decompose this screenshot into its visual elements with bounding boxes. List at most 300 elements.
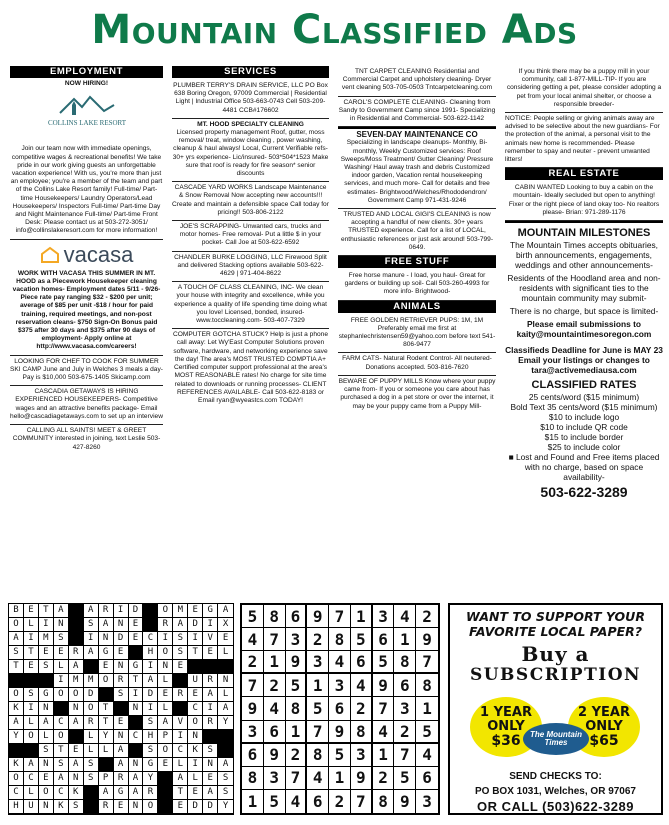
sudoku-cell: 1 xyxy=(307,674,329,697)
crossword-cell: S xyxy=(39,744,54,758)
crossword-cell: O xyxy=(84,702,99,716)
carpet-ad xyxy=(338,66,496,97)
now-hiring: NOW HIRING! xyxy=(64,80,109,87)
mthood-ad-text: Licensed property management Roof, gutter, moss removal/ treat, window cleaning , power washing, cleanup & haul always! Local, Current Verifiable refs- 30+ yrs experience- Lic/insured- 503*504*1523 Make sure that roof is ready for fire season* senior discounts xyxy=(172,129,329,178)
crossword-cell: A xyxy=(218,702,233,716)
crossword-cell: O xyxy=(9,688,24,702)
crossword-cell: R xyxy=(99,604,114,618)
crossword-black-cell xyxy=(218,730,233,744)
crossword-cell: Y xyxy=(99,730,114,744)
crossword-cell: R xyxy=(158,618,173,632)
crossword-cell: S xyxy=(218,786,233,800)
sudoku-cell: 4 xyxy=(416,744,438,767)
crossword-cell: P xyxy=(158,730,173,744)
crossword-cell: I xyxy=(24,702,39,716)
crossword-cell: D xyxy=(143,688,158,702)
subscription-phone: OR CALL (503)622-3289 xyxy=(477,799,634,814)
crossword-cell: E xyxy=(173,660,188,674)
crossword-cell: E xyxy=(69,744,84,758)
crossword-black-cell xyxy=(69,632,84,646)
crossword-cell: A xyxy=(69,758,84,772)
crossword-cell: Y xyxy=(218,800,233,814)
puppy-ad-text: BEWARE OF PUPPY MILLS Know where your puppy came from- If you or someone you care about has purchased a dog in a pet store or over the internet, it may be your puppy came from a Puppy Mill- xyxy=(338,377,496,410)
sudoku-cell: 9 xyxy=(329,721,351,744)
crossword-cell: A xyxy=(54,604,69,618)
sudoku-cell: 4 xyxy=(264,697,286,720)
sudoku-cell: 6 xyxy=(242,744,264,767)
crossword-row xyxy=(9,674,233,688)
crossword-black-cell xyxy=(9,674,24,688)
sudoku-cell: 7 xyxy=(307,721,329,744)
crossword-cell: O xyxy=(158,646,173,660)
crossword-cell: N xyxy=(39,758,54,772)
vacasa-house-icon xyxy=(40,246,60,264)
sudoku-cell: 3 xyxy=(264,767,286,790)
crossword-cell: A xyxy=(24,758,39,772)
crossword-cell: E xyxy=(114,646,129,660)
crossword-cell: S xyxy=(84,758,99,772)
crossword-cell: G xyxy=(39,688,54,702)
crossword-cell: R xyxy=(143,786,158,800)
crossword-black-cell xyxy=(188,660,203,674)
crossword-row xyxy=(9,716,233,730)
crossword-black-cell xyxy=(69,604,84,618)
computer-ad-text: COMPUTER GOTCHA STUCK? Help is just a phone call away: Let Wy'East Computer Solutions proven software, hardware, and networking experience save the day! The area's MOST TRUSTED COMPTIA A+ Certified computer support professional at the area's MOST REASONABLE rates! No charge for site time related to downloads or running processes- CLIENT REFERENCES AVAILABLE- Call 503-622-8183 or Email ryan@wyeastcs.com TODAY! xyxy=(173,331,328,404)
retriever-ad-text: FREE GOLDEN RETRIEVER PUPS: 1M, 1M Preferably email me first at stephanlechristensen59@yahoo.com before text 541-806-9477 xyxy=(338,316,496,349)
crossword-cell: A xyxy=(54,772,69,786)
sudoku-cell: 8 xyxy=(307,744,329,767)
crossword-cell: E xyxy=(188,604,203,618)
rate-5: $15 to include border xyxy=(544,432,624,443)
sudoku-cell: 4 xyxy=(351,674,373,697)
crossword-cell: E xyxy=(129,632,144,646)
crossword-cell: R xyxy=(69,646,84,660)
sudoku-cell: 1 xyxy=(264,651,286,674)
sudoku-cell: 7 xyxy=(394,744,416,767)
crossword-cell: T xyxy=(99,716,114,730)
crossword-cell: M xyxy=(39,632,54,646)
crossword-cell: P xyxy=(99,772,114,786)
crossword-black-cell xyxy=(203,660,218,674)
crossword-cell: E xyxy=(54,646,69,660)
sudoku-cell: 3 xyxy=(286,628,308,651)
cats-ad-text: FARM CATS- Natural Rodent Control- All neutered- Donations accepted. 503-816-7620 xyxy=(342,355,492,371)
crossword-cell: A xyxy=(114,744,129,758)
crossword-cell: T xyxy=(39,604,54,618)
crossword-cell: R xyxy=(203,716,218,730)
joe-ad xyxy=(172,221,329,252)
crossword-black-cell xyxy=(203,730,218,744)
sudoku-cell: 1 xyxy=(286,721,308,744)
crossword-cell: O xyxy=(158,604,173,618)
vacasa-logo xyxy=(10,241,163,267)
crossword-black-cell xyxy=(158,786,173,800)
crossword-black-cell xyxy=(99,688,114,702)
crossword-black-cell xyxy=(158,800,173,814)
seven-day-title: SEVEN-DAY MAINTENANCE CO xyxy=(356,130,478,140)
crossword-cell: A xyxy=(203,688,218,702)
seven-day-text: Specializing in landscape cleanups- Monthly, Bi-monthly, Weekly Customized services: Roof Sweeps/Moss Treatment/ Gutter Cleaning/ Pressure Washing/ Haul away trash and debris Customized indoor garden, Vacation rental housekeeping services, and much more- Call for details and free estimates- Brightwood/Welches/Rhododendron/ Government Camp 971-431-9246 xyxy=(340,139,494,204)
rate-3: $10 to include logo xyxy=(548,412,620,423)
sudoku-cell: 9 xyxy=(373,674,395,697)
crossword-cell: T xyxy=(24,646,39,660)
crossword-cell: B xyxy=(9,604,24,618)
crossword-cell: N xyxy=(114,618,129,632)
listings-text: Email your listings or changes to tara@activemediausa.com xyxy=(518,355,650,376)
crossword-cell: A xyxy=(99,786,114,800)
sudoku-cell: 1 xyxy=(373,744,395,767)
crossword-cell: S xyxy=(173,646,188,660)
crossword-row xyxy=(9,604,233,618)
crossword-cell: R xyxy=(173,688,188,702)
sudoku-cell: 8 xyxy=(329,628,351,651)
crossword-cell: O xyxy=(188,716,203,730)
vacasa-ad xyxy=(10,268,163,356)
crossword-cell: A xyxy=(218,604,233,618)
crossword-row xyxy=(9,688,233,702)
sudoku-cell: 7 xyxy=(329,605,351,628)
sudoku-cell: 4 xyxy=(394,605,416,628)
rates-section xyxy=(505,379,663,501)
sudoku-cell: 2 xyxy=(394,721,416,744)
crossword-cell: G xyxy=(129,660,144,674)
crossword-cell: A xyxy=(84,604,99,618)
crossword-cell: E xyxy=(114,716,129,730)
send-checks: SEND CHECKS TO: xyxy=(509,771,602,782)
crossword-cell: M xyxy=(69,674,84,688)
sudoku-cell: 5 xyxy=(329,744,351,767)
crossword-cell: E xyxy=(158,688,173,702)
crossword-cell: E xyxy=(203,646,218,660)
chandler-ad-text: CHANDLER BURKE LOGGING, LLC Firewood Split and delivered Stacking options available 503-622-4629 | 971-404-8622 xyxy=(174,253,327,278)
plumber-ad xyxy=(172,80,329,119)
sudoku-cell: 5 xyxy=(373,651,395,674)
crossword-cell: I xyxy=(188,632,203,646)
crossword-cell: N xyxy=(54,618,69,632)
trusted-ad-text: TRUSTED AND LOCAL GIGI'S CLEANING is now accepting a handful of new clients. 30+ years TRUSTED experience. Call for a list of LOCAL, enthusiastic references or just ask around! 503-799-0649. xyxy=(340,211,494,251)
milestones-section xyxy=(505,221,663,375)
crossword-cell: S xyxy=(143,744,158,758)
sudoku-cell: 3 xyxy=(242,721,264,744)
sudoku-cell: 3 xyxy=(307,651,329,674)
sudoku-cell: 7 xyxy=(286,767,308,790)
crossword-cell: E xyxy=(188,688,203,702)
sudoku-cell: 7 xyxy=(373,697,395,720)
yard-ad xyxy=(172,182,329,221)
crossword-black-cell xyxy=(218,660,233,674)
crossword-cell: I xyxy=(143,660,158,674)
crossword-cell: S xyxy=(218,772,233,786)
crossword-cell: A xyxy=(99,618,114,632)
crossword-cell: O xyxy=(143,800,158,814)
crossword-cell: A xyxy=(39,716,54,730)
puppy-cont-ad xyxy=(505,66,663,113)
crossword-black-cell xyxy=(39,674,54,688)
crossword-black-cell xyxy=(69,618,84,632)
crossword-cell: C xyxy=(188,702,203,716)
crossword-cell: H xyxy=(143,646,158,660)
milestones-email: Please email submissions to kaity@mountaintimesoregon.com xyxy=(516,319,652,340)
sudoku-cell: 9 xyxy=(286,651,308,674)
subscription-ad xyxy=(448,603,663,815)
crossword-cell: N xyxy=(203,758,218,772)
crossword-black-cell xyxy=(54,702,69,716)
crossword-black-cell xyxy=(173,702,188,716)
seven-day-ad xyxy=(338,127,496,209)
section-header-free-stuff: FREE STUFF xyxy=(338,256,496,268)
free-ad xyxy=(338,270,496,301)
crossword-black-cell xyxy=(143,604,158,618)
crossword-cell: O xyxy=(9,618,24,632)
computer-ad xyxy=(172,329,329,408)
sudoku-cell: 2 xyxy=(264,674,286,697)
crossword-cell: L xyxy=(218,646,233,660)
crossword-cell: N xyxy=(114,660,129,674)
crossword-cell: S xyxy=(84,772,99,786)
crossword-cell: G xyxy=(114,786,129,800)
trusted-ad xyxy=(338,209,496,256)
sudoku-cell: 2 xyxy=(329,790,351,813)
crossword-cell: E xyxy=(24,660,39,674)
crossword-cell: Y xyxy=(143,772,158,786)
crossword-cell: N xyxy=(129,758,144,772)
crossword-cell: E xyxy=(39,772,54,786)
plumber-ad-text: PLUMBER TERRY'S DRAIN SERVICE, LLC PO Box 638 Boring Oregon, 97009 Commercial | Residential Light | Industrial Office 503-663-0743 Cell 503-209-4481 CCB#176602 xyxy=(173,82,328,114)
crossword-cell: K xyxy=(54,800,69,814)
crossword-cell: E xyxy=(24,604,39,618)
crossword-black-cell xyxy=(9,744,24,758)
rate-7: ■ Lost and Found and Free items placed with no charge, based on space availability- xyxy=(508,452,660,483)
column-real-estate xyxy=(505,66,663,596)
subscription-word: SUBSCRIPTION xyxy=(469,665,642,685)
sudoku-cell: 8 xyxy=(264,605,286,628)
crossword-black-cell xyxy=(24,674,39,688)
sudoku-cell: 1 xyxy=(329,767,351,790)
sudoku-cell: 2 xyxy=(416,605,438,628)
notice-text: NOTICE: People selling or giving animals away are advised to be selective about the new guardians- For the protection of the animal, a personal visit to the animals new home is recommended- Please remember to spay and neuter - prevent unwanted litters! xyxy=(505,115,660,164)
crossword-cell: K xyxy=(69,786,84,800)
sudoku-cell: 3 xyxy=(351,744,373,767)
crossword-cell: D xyxy=(84,688,99,702)
crossword-row xyxy=(9,660,233,674)
crossword-cell: E xyxy=(218,632,233,646)
crossword-cell: K xyxy=(9,758,24,772)
crossword-cell: N xyxy=(114,730,129,744)
crossword-cell: R xyxy=(99,800,114,814)
crossword-cell: D xyxy=(129,604,144,618)
crossword-cell: N xyxy=(39,800,54,814)
crossword-cell: L xyxy=(24,786,39,800)
crossword-cell: N xyxy=(69,702,84,716)
crossword-cell: S xyxy=(69,800,84,814)
crossword-cell: C xyxy=(54,786,69,800)
cascadia-ad xyxy=(10,386,163,425)
sudoku-cell: 6 xyxy=(329,697,351,720)
sudoku-cell: 4 xyxy=(373,721,395,744)
sudoku-cell: 7 xyxy=(242,674,264,697)
crossword-cell: R xyxy=(203,674,218,688)
crossword-cell: S xyxy=(9,646,24,660)
crossword-black-cell xyxy=(218,744,233,758)
crossword-cell: I xyxy=(84,632,99,646)
sudoku-cell: 5 xyxy=(286,674,308,697)
crossword-cell: D xyxy=(203,800,218,814)
crossword-black-cell xyxy=(24,744,39,758)
yard-ad-text: CASCADE YARD WORKS Landscape Maintenance & Snow Removal Now accepting new accounts!!! Create and maintain a defensible space Call today for pricing!! 503-806-2122 xyxy=(172,184,329,216)
crossword-cell: A xyxy=(143,674,158,688)
notice-ad xyxy=(505,113,663,168)
mthood-ad xyxy=(172,119,329,182)
free-ad-text: Free horse manure - I load, you haul- Great for gardens or building up soil- Call 503-260-4993 for more info- Brightwood- xyxy=(344,272,490,296)
sudoku-cell: 8 xyxy=(242,767,264,790)
crossword-cell: I xyxy=(203,702,218,716)
collins-ad xyxy=(10,143,163,239)
sudoku-cell: 1 xyxy=(242,790,264,813)
rates-header: CLASSIFIED RATES xyxy=(531,379,637,392)
sudoku-cell: 1 xyxy=(416,697,438,720)
crossword-cell: L xyxy=(158,702,173,716)
crossword-cell: I xyxy=(203,618,218,632)
sudoku-cell: 9 xyxy=(416,628,438,651)
crossword-cell: N xyxy=(39,702,54,716)
crossword-cell: L xyxy=(39,730,54,744)
crossword-cell: A xyxy=(129,786,144,800)
crossword-cell: V xyxy=(203,632,218,646)
crossword-cell: S xyxy=(203,744,218,758)
sudoku-cell: 8 xyxy=(351,721,373,744)
cabin-ad-text: CABIN WANTED Looking to buy a cabin on the mountain- Ideally secluded but open to anything! Fixer or the right piece of land okay too- No realtors please- Brian: 971-289-1176 xyxy=(508,184,660,216)
two-year-amount: $65 xyxy=(589,733,619,749)
crossword-cell: S xyxy=(143,716,158,730)
crossword-cell: L xyxy=(99,744,114,758)
crossword-cell: U xyxy=(188,674,203,688)
crossword-cell: O xyxy=(54,730,69,744)
crossword-cell: C xyxy=(173,744,188,758)
crossword-cell: I xyxy=(39,618,54,632)
crossword-cell: C xyxy=(9,786,24,800)
sudoku-cell: 8 xyxy=(416,674,438,697)
saints-ad-text: CALLING ALL SAINTS! MEET & GREET COMMUNITY interested in joining, text Leslie 503-427-8260 xyxy=(12,427,161,451)
crossword-cell: S xyxy=(24,688,39,702)
sudoku-cell: 6 xyxy=(373,628,395,651)
chandler-ad xyxy=(172,252,329,283)
section-header-real-estate: REAL ESTATE xyxy=(505,168,663,180)
crossword-cell: A xyxy=(9,716,24,730)
column-employment xyxy=(10,66,163,596)
milestones-text-2: Residents of the Hoodland area and non-residents with significant ties to the mountain community may submit- xyxy=(507,273,661,304)
crossword-cell: T xyxy=(99,702,114,716)
crossword-cell: D xyxy=(188,618,203,632)
crossword-cell: U xyxy=(24,800,39,814)
crossword-cell: E xyxy=(203,772,218,786)
sudoku-cell: 7 xyxy=(416,651,438,674)
sudoku-cell: 6 xyxy=(286,605,308,628)
two-year-only: ONLY xyxy=(585,719,623,734)
crossword-cell: A xyxy=(173,772,188,786)
touch-ad xyxy=(172,282,329,329)
sudoku-cell: 1 xyxy=(351,605,373,628)
sudoku-cell: 3 xyxy=(422,791,432,811)
crossword-black-cell xyxy=(84,800,99,814)
sudoku-grid xyxy=(240,603,440,815)
crossword-cell: R xyxy=(84,716,99,730)
sudoku-cell: 2 xyxy=(242,651,264,674)
mthood-ad-title: MT. HOOD SPECIALTY CLEANING xyxy=(197,120,304,128)
crossword-cell: N xyxy=(129,800,144,814)
crossword-cell: N xyxy=(99,632,114,646)
crossword-cell: E xyxy=(188,786,203,800)
crossword-cell: E xyxy=(158,758,173,772)
sudoku-cell: 9 xyxy=(264,744,286,767)
cats-ad xyxy=(338,353,496,375)
crossword-cell: L xyxy=(84,730,99,744)
sudoku-cell: 5 xyxy=(394,767,416,790)
crossword-cell: O xyxy=(99,674,114,688)
sudoku-cell: 3 xyxy=(373,605,395,628)
crossword-cell: N xyxy=(69,772,84,786)
crossword-cell: L xyxy=(24,716,39,730)
crossword-cell: E xyxy=(99,660,114,674)
collins-ad-text: Join our team now with immediate openings, competitive wages & recreational benefits! We take pride in our work giving guests an unforgettable vacation experience! With us, you're more than just an employee; you're a member of the team and part of the Collins Lake Resort family! Full-time/ Part-time Housekeepers/ Laundry Operators/Lead Housekeepers/ Inspectors Full-time/ Part-time Day and Night Maintenance Full-time/ Part-time Front Desk: Please contact us at 503-272-3051/ info@collinslakeresort.com for more information! xyxy=(10,145,163,235)
sudoku-cell: 6 xyxy=(264,721,286,744)
crossword-cell: I xyxy=(24,632,39,646)
classified-phone: 503-622-3289 xyxy=(540,484,628,501)
sudoku-cell: 5 xyxy=(307,697,329,720)
crossword-cell: N xyxy=(129,702,144,716)
crossword-cell: O xyxy=(158,744,173,758)
crossword-row xyxy=(9,730,233,744)
crossword-cell: A xyxy=(114,758,129,772)
touch-ad-text: A TOUCH OF CLASS CLEANING, INC- We clean your house with integrity and excellence, while you experience a quality of life spending time doing what you love! Licensed, bonded, insured- www.toccleaning.com- 503-407-7329 xyxy=(174,284,327,325)
mountain-times-logo: The Mountain Times xyxy=(523,723,589,755)
sudoku-cell: 5 xyxy=(351,628,373,651)
crossword-cell: O xyxy=(39,786,54,800)
crossword-cell: D xyxy=(114,632,129,646)
crossword-cell: G xyxy=(143,758,158,772)
crossword-cell: A xyxy=(203,786,218,800)
crossword-cell: L xyxy=(188,772,203,786)
crossword-cell: H xyxy=(9,800,24,814)
mailing-address: PO BOX 1031, Welches, OR 97067 xyxy=(474,786,636,797)
crossword-cell: A xyxy=(129,772,144,786)
rate-1: 25 cents/word ($15 minimum) xyxy=(528,392,640,403)
crossword-cell: K xyxy=(9,702,24,716)
crossword-cell: I xyxy=(114,604,129,618)
sudoku-cell: 7 xyxy=(351,790,373,813)
crossword-cell: M xyxy=(173,604,188,618)
sudoku-cell: 9 xyxy=(351,767,373,790)
two-year-label: 2 YEAR xyxy=(578,705,630,720)
cabin-ad xyxy=(505,182,663,221)
crossword-black-cell xyxy=(84,660,99,674)
crossword-cell: L xyxy=(218,688,233,702)
crossword-cell: Y xyxy=(218,716,233,730)
carpet-ad-text: TNT CARPET CLEANING Residential and Commercial Carpet and upholstery cleaning- Dryer vent cleaning 503-705-0503 Tntcarpetcleaning.com xyxy=(341,68,493,92)
crossword-cell: T xyxy=(173,786,188,800)
sudoku-cell: 9 xyxy=(394,790,416,813)
crossword-cell: I xyxy=(188,758,203,772)
crossword-black-cell xyxy=(84,786,99,800)
page-title: Mountain Classified Ads xyxy=(91,7,578,53)
crossword-cell: S xyxy=(173,632,188,646)
deadline-text: Classifieds Deadline for June is MAY 23 xyxy=(505,345,663,356)
crossword-cell: I xyxy=(158,632,173,646)
crossword-black-cell xyxy=(99,758,114,772)
rate-6: $25 to include color xyxy=(547,442,621,453)
subscription-buy: Buy a xyxy=(521,642,590,666)
crossword-cell: Y xyxy=(9,730,24,744)
crossword-grid xyxy=(8,603,234,815)
